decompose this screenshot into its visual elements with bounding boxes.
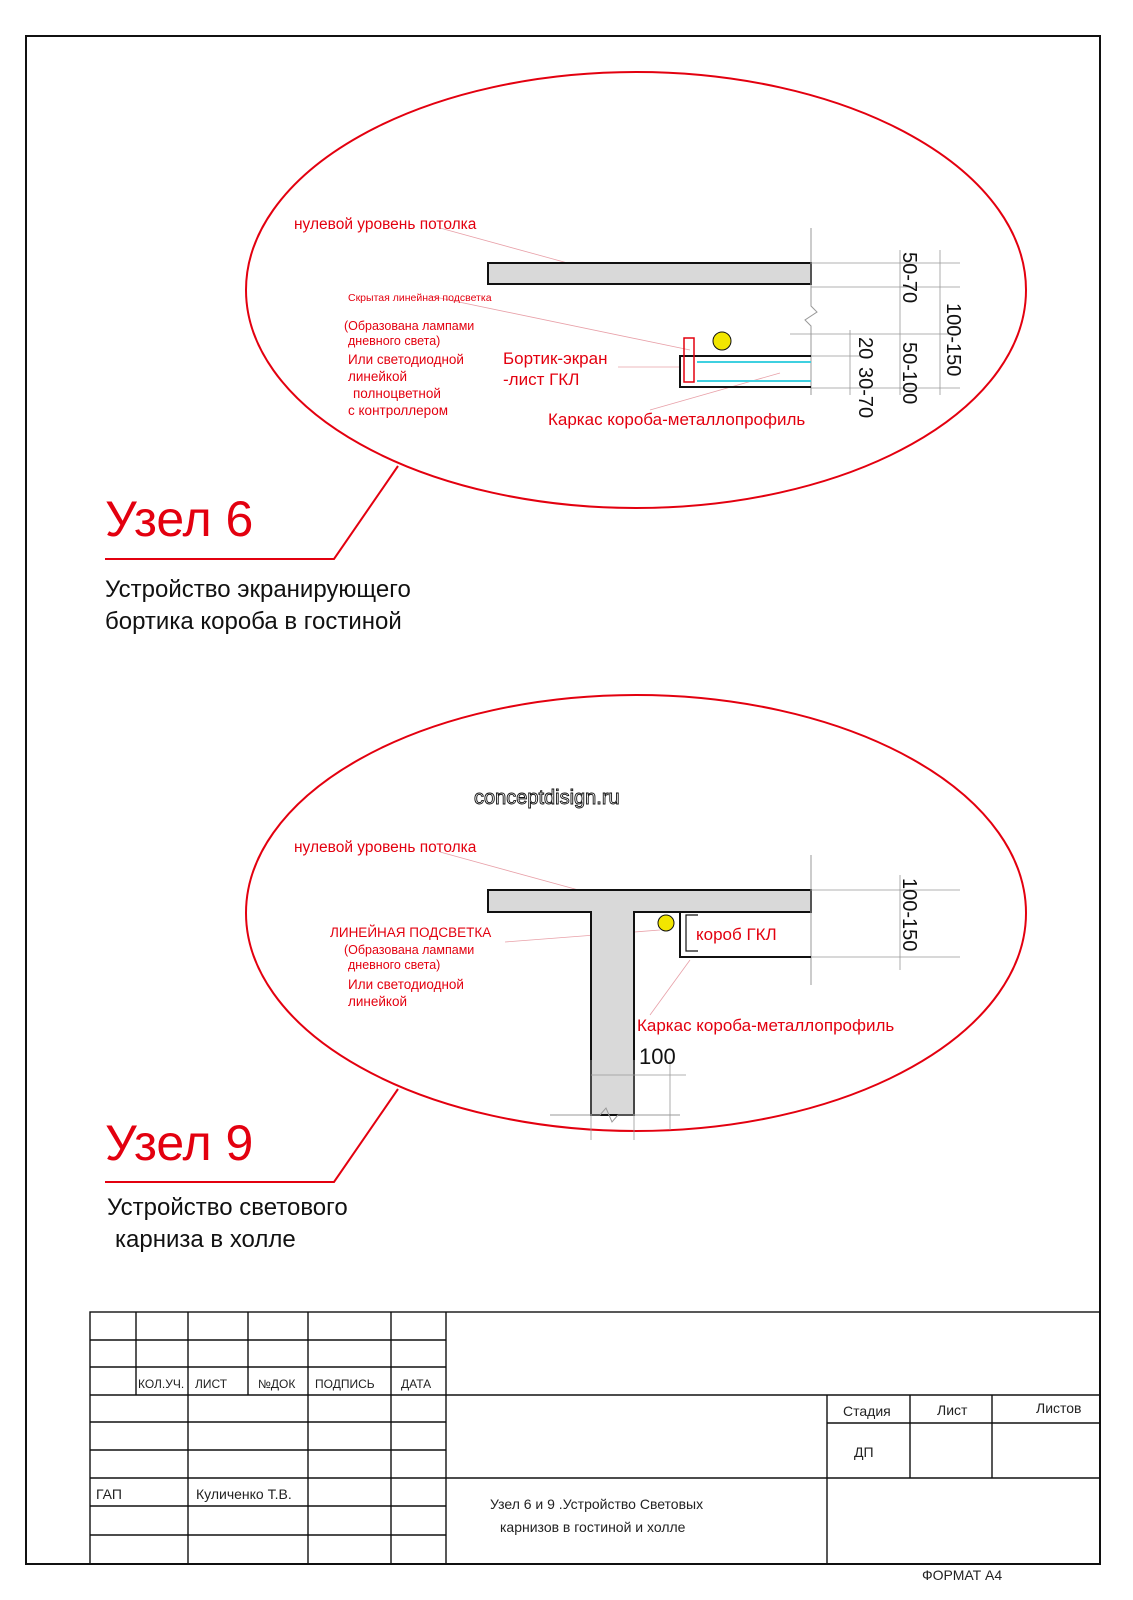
node9-caption-line-1: Устройство светового: [107, 1194, 348, 1221]
node6-dim-50-100: 50-100: [898, 342, 920, 405]
node9-title: Узел 9: [105, 1115, 254, 1171]
node6-label-note-1: (Образована лампами: [344, 319, 475, 333]
node9-slab-beam: [488, 890, 811, 1115]
stage-value: ДП: [854, 1444, 874, 1460]
node6-screen-board: [684, 338, 694, 382]
node9-caption-line-2: карниза в холле: [115, 1226, 296, 1253]
node9-label-frame: Каркас короба-металлопрофиль: [637, 1016, 895, 1035]
node6-label-zero-level: нулевой уровень потолка: [294, 216, 477, 233]
doc-title-line-2: карнизов в гостиной и холле: [500, 1519, 686, 1535]
node6-ceiling-slab: [488, 263, 811, 284]
node6-label-hidden-lighting: Скрытая линейная подсветка: [348, 292, 492, 304]
node6-box-outline: [680, 356, 811, 387]
node6-caption-line-2: бортика короба в гостиной: [105, 608, 402, 635]
person-name: Куличенко Т.В.: [196, 1486, 292, 1502]
node9-label-note-2: дневного света): [348, 958, 441, 972]
node9-label-note-4: линейкой: [348, 994, 408, 1009]
watermark: conceptdisign.ru: [474, 787, 620, 809]
node6-break-line: [805, 228, 817, 395]
header-list: ЛИСТ: [195, 1377, 228, 1391]
node6-label-frame: Каркас короба-металлопрофиль: [548, 410, 806, 429]
stage-label: Стадия: [843, 1403, 891, 1419]
node6-label-note-2: дневного света): [348, 334, 441, 348]
format-label: ФОРМАТ А4: [922, 1567, 1003, 1583]
node6-label-note-3: Или светодиодной: [348, 352, 464, 367]
node6-label-screen-2: -лист ГКЛ: [503, 370, 580, 389]
node6-label-note-4: линейкой: [348, 369, 408, 384]
node9-label-note-3: Или светодиодной: [348, 977, 464, 992]
node9-label-linear-lighting: ЛИНЕЙНАЯ ПОДСВЕТКА: [330, 925, 492, 940]
node9-lamp-icon: [658, 915, 674, 931]
node6-label-screen-1: Бортик-экран: [503, 349, 608, 368]
node9-dim-100-150: 100-150: [898, 878, 920, 952]
header-ndok: №ДОК: [258, 1377, 296, 1391]
node6-dim-20: 20: [854, 337, 876, 360]
node6-label-note-6: с контроллером: [348, 403, 448, 418]
header-date: ДАТА: [401, 1377, 432, 1391]
header-kol-uch: КОЛ.УЧ.: [138, 1377, 185, 1391]
node9-callout: [105, 695, 1026, 1253]
title-block-headers: [138, 1377, 431, 1391]
node6-dim-100-150: 100-150: [942, 303, 964, 377]
node6-lamp-icon: [713, 332, 731, 350]
node9-dim-100: 100: [639, 1044, 676, 1069]
sheets-label: Листов: [1036, 1400, 1082, 1416]
node6-dim-30-70: 30-70: [854, 367, 876, 419]
node9-label-zero-level: нулевой уровень потолка: [294, 839, 477, 856]
node6-title: Узел 6: [105, 491, 254, 547]
node6-dim-50-70: 50-70: [898, 252, 920, 304]
node9-label-box: короб ГКЛ: [696, 925, 777, 944]
node6-caption-line-1: Устройство экранирующего: [105, 576, 411, 603]
node9-label-note-1: (Образована лампами: [344, 943, 475, 957]
header-signature: ПОДПИСЬ: [315, 1377, 375, 1391]
node6-label-note-5: полноцветной: [353, 386, 441, 401]
sheet-label: Лист: [937, 1402, 968, 1418]
role-gap: ГАП: [96, 1486, 122, 1502]
doc-title-line-1: Узел 6 и 9 .Устройство Световых: [490, 1496, 704, 1512]
node6-callout: [105, 72, 1026, 635]
